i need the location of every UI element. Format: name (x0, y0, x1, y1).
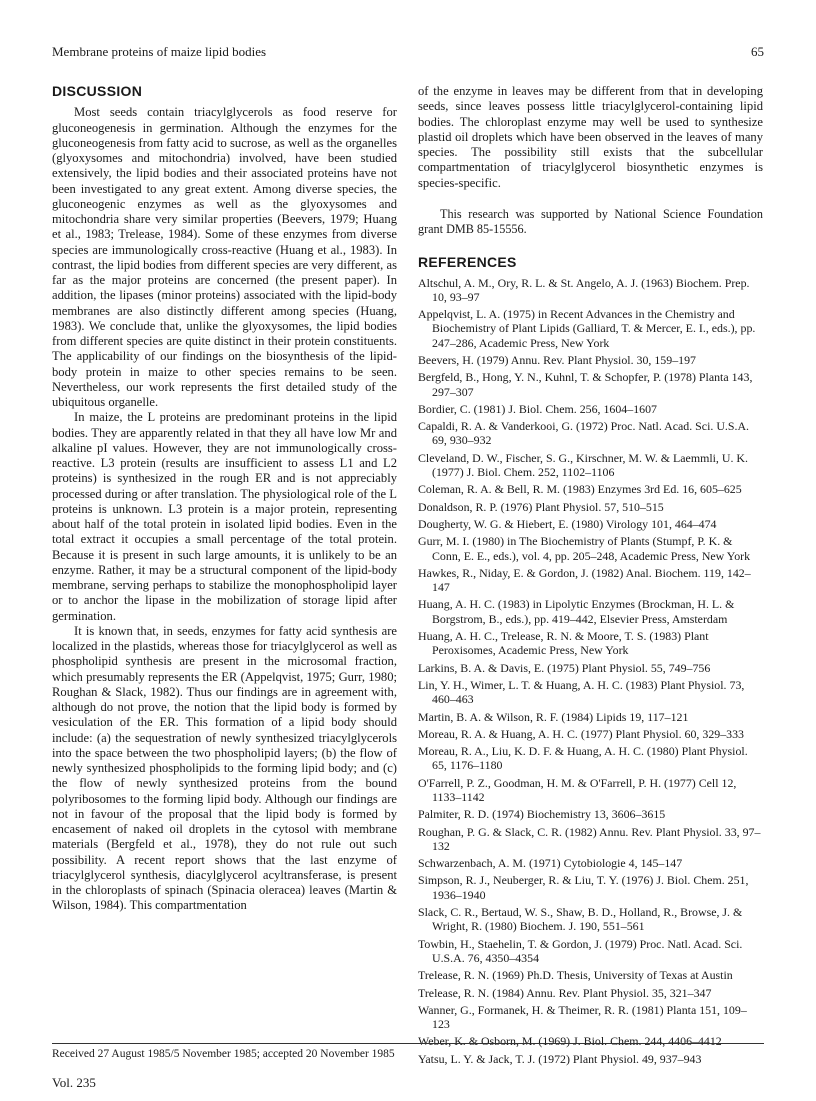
references-heading: REFERENCES (418, 254, 517, 271)
discussion-paragraph-1: Most seeds contain triacylglycerols as food reserve for gluconeogenesis in germination. Although the enzymes for the gluconeogenesis from fatty acid to sucrose, as well as the organelles (glyoxysomes and mitochondria) involved, have been studied extensively, the lipid bodies and their associated proteins have not been investigated to any great extent. Among diverse species, the gluconeogenic enzymes as well as the glyoxysomes and mitochondria share very similar properties (Beevers, 1979; Huang et al., 1983; Trelease, 1984). Some of these enzymes from diverse species are immunologically cross-reactive (Huang et al., 1983). In contrast, the lipid bodies from different species are very different, as far as the major proteins are concerned (the present paper). In addition, the lipases (minor proteins) associated with the lipid-body membranes are also distinctly different among species (Huang, 1983). We conclude that, unlike the glyoxysomes, the lipid bodies from different species are quite distinct in their protein constituents. The applicability of our findings on the biosynthesis of the lipid-body protein in maize to other species remains to be seen. Nevertheless, our work represents the first detailed study of the ubiquitous organelle. (52, 105, 397, 409)
footer-rule (52, 1043, 764, 1044)
reference-item: Palmiter, R. D. (1974) Biochemistry 13, 3606–3615 (418, 807, 666, 822)
received-dates: Received 27 August 1985/5 November 1985; accepted 20 November 1985 (52, 1048, 395, 1060)
reference-item: Altschul, A. M., Ory, R. L. & St. Angelo, A. J. (1963) Biochem. Prep. 10, 93–97 (418, 275, 750, 304)
reference-item: Slack, C. R., Bertaud, W. S., Shaw, B. D., Holland, R., Browse, J. & Wright, R. (1980) Biochem. J. 190, 551–561 (418, 905, 743, 934)
reference-item: Cleveland, D. W., Fischer, S. G., Kirschner, M. W. & Laemmli, U. K. (1977) J. Biol. Chem. 252, 1102–1106 (418, 450, 748, 480)
reference-item: Lin, Y. H., Wimer, L. T. & Huang, A. H. C. (1983) Plant Physiol. 73, 460–463 (418, 677, 745, 707)
reference-item: Moreau, R. A., Liu, K. D. F. & Huang, A. H. C. (1980) Plant Physiol. 65, 1176–1180 (418, 744, 748, 773)
reference-item: Trelease, R. N. (1984) Annu. Rev. Plant Physiol. 35, 321–347 (418, 985, 712, 1000)
reference-item: Donaldson, R. P. (1976) Plant Physiol. 57, 510–515 (418, 499, 664, 514)
reference-item: Trelease, R. N. (1969) Ph.D. Thesis, University of Texas at Austin (418, 968, 733, 983)
reference-item: Dougherty, W. G. & Hiebert, E. (1980) Virology 101, 464–474 (418, 516, 717, 531)
acknowledgement: This research was supported by National Science Foundation grant DMB 85-15556. (418, 206, 763, 236)
volume-number: Vol. 235 (52, 1075, 96, 1090)
reference-item: Gurr, M. I. (1980) in The Biochemistry of Plants (Stumpf, P. K. & Conn, E. E., eds.), vol. 4, pp. 205–248, Academic Press, New York (418, 534, 751, 563)
reference-item: Bordier, C. (1981) J. Biol. Chem. 256, 1604–1607 (418, 401, 657, 416)
reference-item: Beevers, H. (1979) Annu. Rev. Plant Physiol. 30, 159–197 (418, 352, 696, 367)
reference-item: Roughan, P. G. & Slack, C. R. (1982) Annu. Rev. Plant Physiol. 33, 97–132 (418, 824, 761, 853)
reference-item: Huang, A. H. C., Trelease, R. N. & Moore, T. S. (1983) Plant Peroxisomes, Academic Press, New York (418, 629, 709, 658)
reference-item: Simpson, R. J., Neuberger, R. & Liu, T. Y. (1976) J. Biol. Chem. 251, 1936–1940 (418, 873, 749, 902)
reference-item: Coleman, R. A. & Bell, R. M. (1983) Enzymes 3rd Ed. 16, 605–625 (418, 482, 742, 497)
discussion-paragraph-3: It is known that, in seeds, enzymes for fatty acid synthesis are localized in the plastids, whereas those for triacylglycerol as well as phospholipid synthesis are present in the microsomal fraction, which presumably represents the ER (Appelqvist, 1975; Gurr, 1980; Roughan & Slack, 1982). Thus our findings are in agreement with, although do not prove, the notion that the lipid body is formed by vesiculation of the ER. This formation of a lipid body should include: (a) the sequestration of newly synthesized triacylglycerols into the space between the two phospholipid layers; (b) the flow of newly synthesized phospholipids to the forming lipid body; and (c) the flow of newly synthesized proteins from the bound polyribosomes to the forming lipid body. Although our findings are not in favour of the proposal that the lipid body is formed by encasement of naked oil droplets in the cytosol with membrane materials (Bergfeld et al., 1978), they do not rule out such possibility. A recent report shows that the last enzyme of triacylglycerol synthesis, diacylglycerol acyltransferase, is present in the chloroplasts of spinach (Spinacia oleracea) leaves (Martin & Wilson, 1984). This compartmentation (52, 623, 397, 913)
left-column (52, 84, 397, 914)
page-number: 65 (751, 44, 764, 59)
reference-item: Appelqvist, L. A. (1975) in Recent Advances in the Chemistry and Biochemistry of Plant Lipids (Galliard, T. & Mercer, E. I., eds.), pp. 247–286, Academic Press, New York (418, 307, 756, 350)
reference-item: Capaldi, R. A. & Vanderkooi, G. (1972) Proc. Natl. Acad. Sci. U.S.A. 69, 930–932 (418, 419, 750, 448)
references-list (418, 276, 763, 1067)
reference-item: Bergfeld, B., Hong, Y. N., Kuhnl, T. & Schopfer, P. (1978) Planta 143, 297–307 (418, 370, 753, 399)
reference-item: Larkins, B. A. & Davis, E. (1975) Plant Physiol. 55, 749–756 (418, 660, 711, 675)
reference-item: Martin, B. A. & Wilson, R. F. (1984) Lipids 19, 117–121 (418, 709, 689, 724)
reference-item: Huang, A. H. C. (1983) in Lipolytic Enzymes (Brockman, H. L. & Borgstrom, B., eds.), pp. 419–442, Elsevier Press, Amsterdam (418, 597, 735, 626)
reference-item: Hawkes, R., Niday, E. & Gordon, J. (1982) Anal. Biochem. 119, 142–147 (418, 565, 751, 595)
discussion-paragraph-2: In maize, the L proteins are predominant proteins in the lipid bodies. They are apparently related in that they all have low Mr and alkaline pI values. However, they are not immunologically cross-reactive. L3 protein (results are insufficient to assess L1 and L2 proteins) is synthesized in the rough ER and is not appreciably processed during or after translation. The physiological role of the L proteins is unknown. L3 protein is a major protein, representing about half of the total protein in isolated lipid bodies. Even in the total extract it occupies a small percentage of the total protein. Because it is present in such large amounts, it is unlikely to be an enzyme. Rather, it may be a structural component of the lipid-body membrane, serving perhaps to stabilize the monophospholipid layer or to anchor the lipase in the mobilization of storage lipid after germination. (52, 410, 397, 623)
discussion-heading: DISCUSSION (52, 83, 143, 99)
reference-item: Moreau, R. A. & Huang, A. H. C. (1977) Plant Physiol. 60, 329–333 (418, 726, 744, 741)
reference-item: Schwarzenbach, A. M. (1971) Cytobiologie 4, 145–147 (418, 856, 683, 871)
reference-item: Towbin, H., Staehelin, T. & Gordon, J. (1979) Proc. Natl. Acad. Sci. U.S.A. 76, 4350–4354 (418, 936, 743, 965)
discussion-continuation: of the enzyme in leaves may be different from that in developing seeds, since leaves possess little triacylglycerol-containing lipid bodies. The chloroplast enzyme may well be used to synthesize plastid oil droplets which have been observed in the leaves of many species. The possibility still exists that the subcellular compartmentation of triacylglycerol biosynthetic enzymes is species-specific. (418, 84, 763, 190)
reference-item: O'Farrell, P. Z., Goodman, H. M. & O'Farrell, P. H. (1977) Cell 12, 1133–1142 (418, 775, 737, 804)
reference-item: Yatsu, L. Y. & Jack, T. J. (1972) Plant Physiol. 49, 937–943 (418, 1051, 702, 1066)
running-title: Membrane proteins of maize lipid bodies (52, 44, 267, 59)
right-column (418, 84, 763, 1069)
reference-item: Wanner, G., Formanek, H. & Theimer, R. R. (1981) Planta 151, 109–123 (418, 1002, 747, 1032)
reference-item: Weber, K. & Osborn, M. (1969) J. Biol. Chem. 244, 4406–4412 (418, 1034, 722, 1049)
